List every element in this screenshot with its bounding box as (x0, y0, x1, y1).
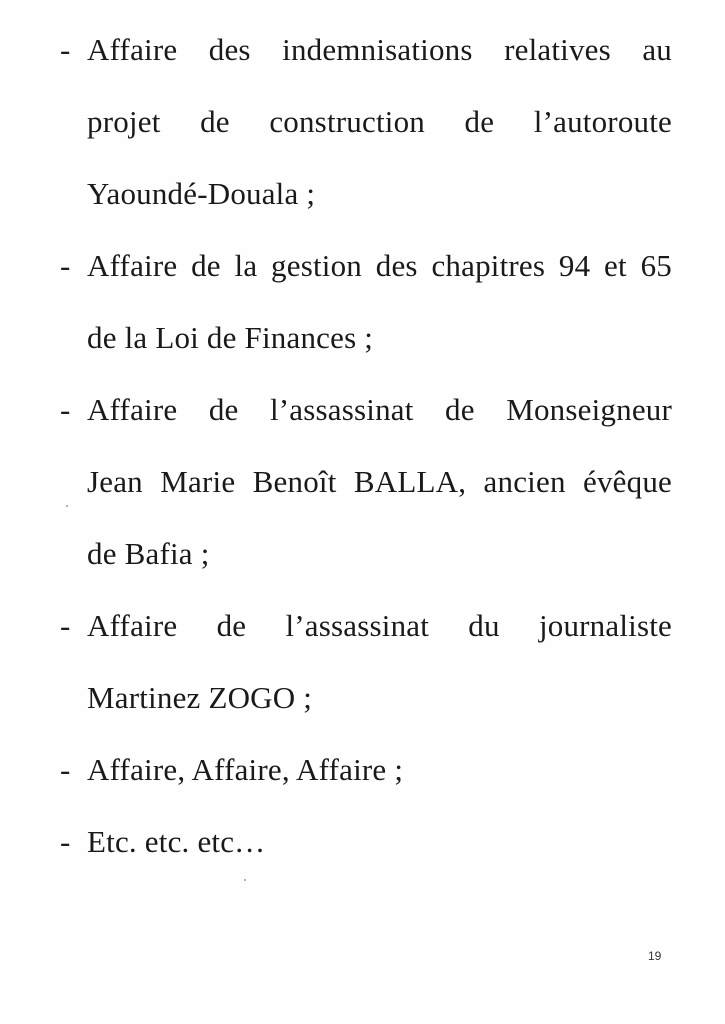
text-line: Affaire, Affaire, Affaire ; (87, 752, 404, 787)
text-line: Etc. etc. etc… (87, 824, 266, 859)
list-bullet: - (60, 752, 71, 787)
list-item-text (87, 14, 672, 230)
list-item (60, 230, 672, 374)
list-item-text (87, 734, 672, 806)
list-bullet: - (60, 392, 71, 427)
list-item-text (87, 230, 672, 374)
list-bullet: - (60, 824, 71, 859)
text-line: Yaoundé-Douala ; (87, 176, 316, 211)
list-bullet: - (60, 248, 71, 283)
text-line: Martinez ZOGO ; (87, 680, 313, 715)
text-line: Affaire de l’assassinat du journaliste (87, 608, 672, 643)
list-bullet: - (60, 32, 71, 67)
scan-speck (66, 505, 68, 507)
list-item-text (87, 590, 672, 734)
scan-speck (244, 879, 246, 881)
list-item-text (87, 374, 672, 590)
list-bullet: - (60, 608, 71, 643)
list-item-text (87, 806, 672, 878)
text-line: de la Loi de Finances ; (87, 320, 374, 355)
text-line: Affaire de l’assassinat de Monseigneur (87, 392, 672, 427)
text-line: de Bafia ; (87, 536, 210, 571)
text-line: Affaire de la gestion des chapitres 94 et 65 (87, 248, 672, 283)
list-item (60, 734, 672, 806)
list-item (60, 14, 672, 230)
page-number: 19 (648, 949, 662, 963)
text-line: Affaire des indemnisations relatives au (87, 32, 672, 67)
list-item (60, 806, 672, 878)
list-item (60, 374, 672, 590)
list-item (60, 590, 672, 734)
affairs-list (60, 14, 672, 878)
text-line: Jean Marie Benoît BALLA, ancien évêque (87, 464, 672, 499)
text-line: projet de construction de l’autoroute (87, 104, 672, 139)
